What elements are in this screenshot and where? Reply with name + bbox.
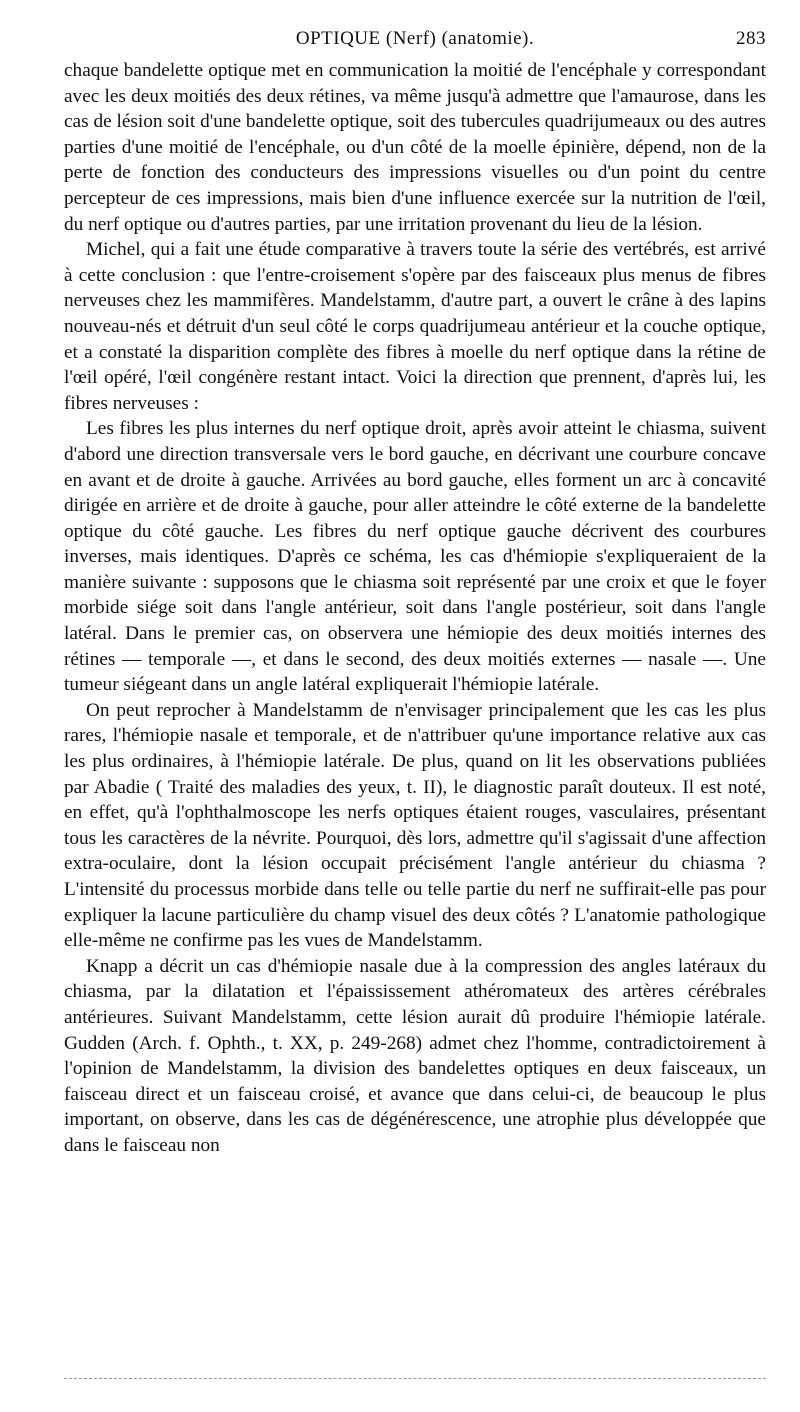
running-header xyxy=(64,28,766,54)
footer-rule xyxy=(64,1378,766,1379)
page-number: 283 xyxy=(736,28,766,49)
body-text xyxy=(64,58,766,1159)
paragraph-3: Les fibres les plus internes du nerf optique droit, après avoir atteint le chiasma, suivent d'abord une direction transversale vers le bord gauche, en décrivant une courbure concave en avant et de droite à gauche. Arrivées au bord gauche, elles forment un arc à concavité dirigée en arrière et de droite à gauche, pour aller atteindre le côté externe de la bandelette optique du côté gauche. Les fibres du nerf optique gauche décrivent des courbures inverses, mais identiques. D'après ce schéma, les cas d'hémiopie s'expliqueraient de la manière suivante : supposons que le chiasma soit représenté par une croix et que le foyer morbide siége soit dans l'angle antérieur, soit dans l'angle postérieur, soit dans l'angle latéral. Dans le premier cas, on observera une hémiopie des deux moitiés internes des rétines — temporale —, et dans le second, des deux moitiés externes — nasale —. Une tumeur siégeant dans un angle latéral expliquerait l'hémiopie latérale. xyxy=(64,418,766,696)
running-title: OPTIQUE (Nerf) (anatomie). xyxy=(295,28,535,49)
paragraph-4: On peut reprocher à Mandelstamm de n'envisager principalement que les cas les plus rares, l'hémiopie nasale et temporale, et de n'attribuer qu'une importance relative aux cas les plus ordinaires, à l'hémiopie latérale. De plus, quand on lit les observations publiées par Abadie ( Traité des maladies des yeux, t. II), le diagnostic paraît douteux. Il est noté, en effet, qu'à l'ophthalmoscope les nerfs optiques étaient rouges, vasculaires, présentant tous les caractères de la névrite. Pourquoi, dès lors, admettre qu'il s'agissait d'une affection extra-oculaire, dont la lésion occupait précisément l'angle antérieur du chiasma ? L'intensité du processus morbide dans telle ou telle partie du nerf ne suffirait-elle pas pour expliquer la lacune particulière du champ visuel des deux côtés ? L'anatomie pathologique elle-même ne confirme pas les vues de Mandelstamm. xyxy=(64,699,766,952)
paragraph-5: Knapp a décrit un cas d'hémiopie nasale due à la compression des angles latéraux du chiasma, par la dilatation et l'épaississement athéromateux des artères cérébrales antérieures. Suivant Mandelstamm, cette lésion aurait dû produire l'hémiopie latérale. Gudden (Arch. f. Ophth., t. XX, p. 249-268) admet chez l'homme, contradictoirement à l'opinion de Mandelstamm, la division des bandelettes optiques en deux faisceaux, un faisceau direct et un faisceau croisé, et avance que dans celui-ci, de beaucoup le plus important, on observe, dans les cas de dégénérescence, une atrophie plus développée que dans le faisceau non xyxy=(64,955,766,1156)
paragraph-2: Michel, qui a fait une étude comparative à travers toute la série des vertébrés, est arrivé à cette conclusion : que l'entre-croisement s'opère par des faisceaux plus menus de fibres nerveuses chez les mammifères. Mandelstamm, d'autre part, a ouvert le crâne à des lapins nouveau-nés et détruit d'un seul côté le corps quadrijumeau antérieur et la couche optique, et a constaté la disparition complète des fibres à moelle du nerf optique dans la rétine de l'œil opéré, l'œil congénère restant intact. Voici la direction que prennent, d'après lui, les fibres nerveuses : xyxy=(64,239,766,414)
paragraph-1: chaque bandelette optique met en communication la moitié de l'encéphale y correspondant avec les deux moitiés des deux rétines, va même jusqu'à admettre que l'amaurose, dans les cas de lésion soit d'une bandelette optique, soit des tubercules quadrijumeaux ou des autres parties d'une moitié de l'encéphale, ou d'un côté de la moelle épinière, dépend, non de la perte de fonction des conducteurs des impressions visuelles ou d'un point du centre percepteur de ces impressions, mais bien d'une influence exercée sur la nutrition de l'œil, du nerf optique ou d'autres parties, par une irritation provenant du lieu de la lésion. xyxy=(64,60,766,235)
